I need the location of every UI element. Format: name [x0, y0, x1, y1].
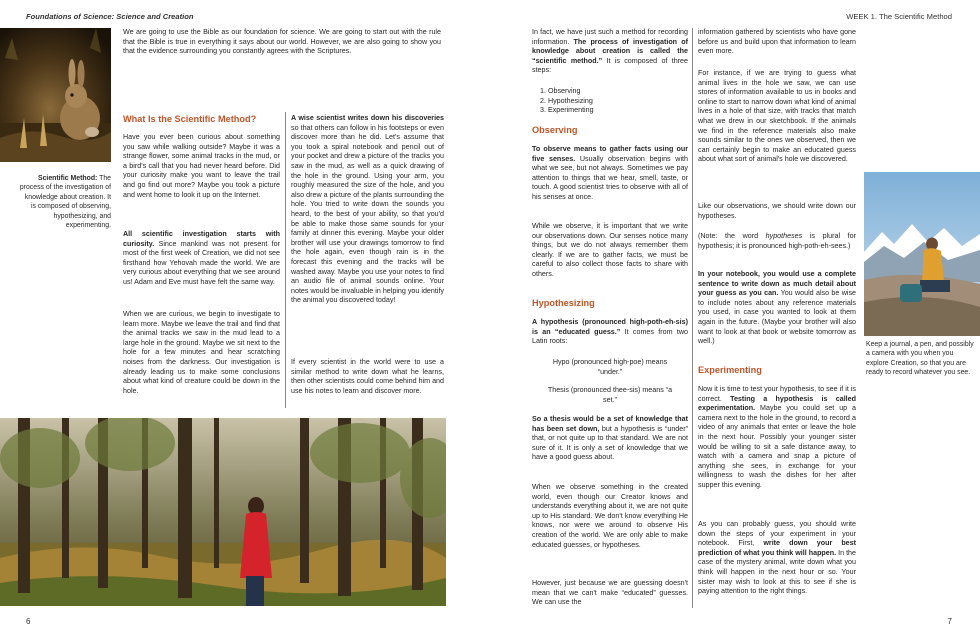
right-col1-paragraph-1	[532, 28, 688, 76]
observing-paragraph-2: While we observe, it is important that we write our observations down. Our senses notice many things, but we do not always remember them clearly. If we are to gather facts, we must be careful to also collect those facts to share with others.	[532, 222, 688, 278]
thesis-line: Thesis (pronounced thee-sis) means “a set.”	[547, 386, 673, 404]
left-page	[0, 0, 460, 634]
left-column-divider	[285, 112, 286, 408]
experimenting-paragraph-2-rest: In the case of the mystery animal, write down what you think will happen in the next hour or so. Your sister may wish to look at this to see if she is paying attention to the right things.	[698, 548, 857, 596]
steps-list	[540, 87, 680, 116]
experimentation-definition: Testing a hypothesis is called experimentation.	[698, 394, 856, 413]
right-col2-paragraph-1: information gathered by scientists who have gone before us and build upon that information to learn even more.	[698, 28, 856, 56]
experimenting-paragraph-1-rest: Maybe you could set up a camera next to the hole in the ground, to record a video of any animals that enter or leave the hole in the next hour. Possibly your younger sister would be willing to sit a safe distance away, to watch with a camera and snap a picture of anything she sees, in exchange for your willingness to wash the dishes for her after supper this evening.	[698, 404, 857, 489]
left-page-number: 6	[26, 617, 31, 626]
hypothesizing-paragraph-2-rest: but a hypothesis is “under” that, or not quite up to that standard. We are not sure of it. It is only a set of knowledge that we have a good guess about.	[532, 424, 688, 462]
left-col1-paragraph-3: When we are curious, we begin to investigate to learn more. Maybe we leave the trail and find that the animal tracks we saw in the mud lead to a large hole in the ground. Maybe we sit next to the hole for a few minutes and hear scratching noises from the darkness. Our investigation is already leading us to make some conclusions about what kind of creature could be down in the hole.	[123, 310, 280, 395]
right-column-divider	[692, 28, 693, 608]
left-col1-paragraph-1: Have you ever been curious about something you saw while walking outside? Maybe it was a strange flower, some animal tracks in the mud, or a bird's call that you had never heard before. Did your curiosity make you want to leave the trail and go find out more? Maybe you took a picture and went home to look it up on the Internet.	[123, 133, 280, 199]
step-item: 3. Experimenting	[540, 106, 594, 115]
hypothesis-definition: A hypothesis (pronounced high-poth-eh-sis) is an “educated guess.”	[532, 318, 688, 336]
note-start: (Note: the word	[698, 232, 759, 240]
hypothesizing-paragraph-4: However, just because we are guessing doesn't mean that we can't make “educated” guesses. We can use the	[532, 579, 688, 607]
sidebar-definition	[18, 174, 111, 230]
right-col2-paragraph-2: For instance, if we are trying to guess what animal lives in the hole we saw, we can use stores of information available to us in books and online to start to narrow down what kind of animal lives in a hole of that size, with tracks that match what we drew in our sketchbook. If the animals we find in the reference materials also make sounds similar to the ones we observed, then we can certainly begin to make an educated guess about what sort of animal's hole we discovered.	[698, 69, 856, 164]
right-col2-paragraph-3: Like our observations, we should write down our hypotheses.	[698, 202, 856, 220]
right-running-head: WEEK 1. The Scientific Method	[846, 12, 952, 21]
note-italic-word: hypotheses	[765, 232, 803, 240]
sidebar-definition-text: The process of the investigation of knowledge about creation. It is composed of observing, hypothesizing, and experimenting.	[19, 175, 111, 230]
hypo-line: Hypo (pronounced high-poe) means “under.”	[552, 358, 668, 376]
thesis-statement: So a thesis would be a set of knowledge that has been set down,	[532, 415, 688, 433]
rabbit-photo	[0, 28, 111, 162]
forest-image	[0, 418, 446, 606]
hypothesizing-paragraph-1	[532, 318, 688, 347]
photo-caption: Keep a journal, a pen, and possibly a camera with you when you explore Creation, so that you are ready to record whatever you see.	[866, 341, 974, 377]
forest-photo	[0, 418, 446, 606]
observing-paragraph-1-rest: Usually observation begins with what we see, but not always. Sometimes we pay attention to things that we hear, smell, taste, or touch. A good scientist tries to observe with all of his senses at once.	[532, 154, 688, 201]
rabbit-image	[0, 28, 111, 162]
hypothesizing-paragraph-1-rest: It comes from two Latin roots:	[532, 327, 688, 346]
left-col2-paragraph-1	[291, 114, 444, 306]
right-col2-paragraph-5-rest: You would also be wise to include notes about any reference materials you used, in case you wanted to look at them again in the future. (Maybe your brother will also want to look at that book or website tomorrow as well.)	[698, 289, 856, 346]
left-col1-paragraph-2-rest: Since mankind was not present for most of the first week of Creation, we did not see firsthand how Yehovah made the world. We are very curious about everything that we see around us! Adam and Eve must have felt the same way.	[123, 239, 280, 286]
heading-hypothesizing: Hypothesizing	[532, 298, 595, 308]
step-item: 2. Hypothesizing	[540, 96, 593, 105]
intro-paragraph: We are going to use the Bible as our foundation for science. We are going to start out with the rule that the Bible is true in everything it says about our world. However, we are also going to show you that the evidence surrounding you constantly agrees with the Scriptures.	[123, 28, 441, 56]
observing-paragraph-1	[532, 145, 688, 203]
experimenting-paragraph-2-start: As you can probably guess, you should write down the steps of your experiment in your notebook. First,	[698, 520, 856, 548]
wise-scientist-statement: A wise scientist writes down his discoveries	[291, 114, 444, 122]
notebook-statement: In your notebook, you would use a complete sentence to write down as much detail about your guess as you can.	[698, 270, 856, 298]
left-col1-paragraph-2	[123, 230, 280, 288]
left-running-head: Foundations of Science: Science and Creation	[26, 12, 194, 21]
right-page-number: 7	[947, 617, 952, 626]
left-col2-paragraph-2: If every scientist in the world were to use a similar method to write down what he learns, then other scientists could come behind him and use his notes to learn and discover more.	[291, 358, 444, 395]
right-col2-paragraph-4	[698, 232, 856, 251]
hiker-image	[864, 172, 980, 336]
right-col1-paragraph-1-start: In fact, we have just such a method for recording information.	[532, 28, 688, 46]
scientific-method-definition: The process of investigation of knowledge about creation is called the “scientific method.”	[532, 37, 688, 65]
right-col2-paragraph-5	[698, 270, 856, 347]
hypothesizing-paragraph-2	[532, 415, 688, 463]
experimenting-paragraph-2	[698, 520, 856, 597]
hypothesizing-paragraph-3: When we observe something in the created world, even though our Creator knows and understands everything about it, we are not quite up to His standard. We don't know everything He knows, nor were we around to observe His creation of the world. We are only able to make educated guesses, or hypotheses.	[532, 483, 688, 549]
experimenting-paragraph-1-start: Now it is time to test your hypothesis, to see if it is correct.	[698, 385, 856, 403]
left-col2-paragraph-1-rest: so that others can follow in his footsteps or even discover more than he did. Let's assume that you took a spiral notebook and pencil out of your pocket and drew a picture of the tracks you saw in the mud, as well as a quick drawing of the hole in the ground. Using your arm, you roughly measured the size of the hole, and you also drew a picture of the plants surrounding the hole. You tried to write down the sounds you heard, to the best of your ability, so that you'd be able to make those same sounds for your family at dinner this evening. Maybe your older brother will use your drawings tomorrow to find the hole again, even though rain is in the forecast this evening and the tracks will be washed away. Maybe you use your notes to find an audio file of animal sounds online. Your notes would be invaluable in helping you identify the animal you discovered today!	[291, 123, 444, 305]
hiker-photo	[864, 172, 980, 336]
experimenting-paragraph-1	[698, 385, 856, 491]
sidebar-term: Scientific Method:	[37, 175, 98, 182]
prediction-statement: write down your best prediction of what you think will happen.	[698, 539, 856, 557]
observe-definition: To observe means to gather facts using our five senses.	[532, 145, 688, 163]
gutter	[460, 0, 520, 634]
heading-observing: Observing	[532, 125, 578, 135]
right-col1-paragraph-1-end: It is composed of three steps:	[532, 56, 688, 75]
note-end: is plural for hypothesis; it is pronounced high-poth-eh-sees.)	[698, 232, 856, 250]
heading-scientific-method: What Is the Scientific Method?	[123, 114, 257, 124]
step-item: 1. Observing	[540, 87, 581, 95]
heading-experimenting: Experimenting	[698, 365, 762, 375]
curiosity-statement: All scientific investigation starts with curiosity.	[123, 230, 280, 248]
right-page	[520, 0, 980, 634]
